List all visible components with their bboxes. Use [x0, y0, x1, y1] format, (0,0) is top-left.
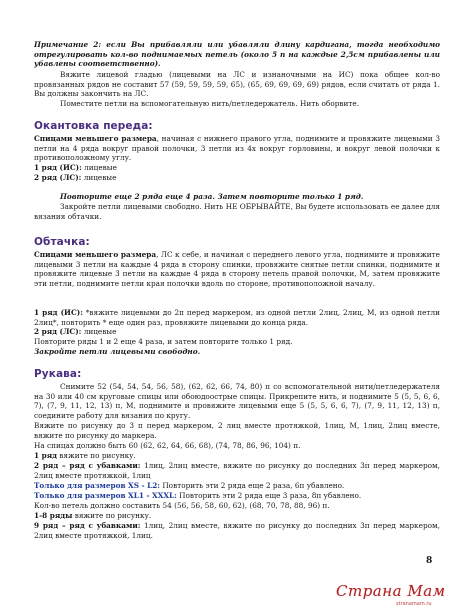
front-row-2: [34, 173, 440, 183]
needle-size-note: Спицами меньшего размера: [34, 250, 157, 259]
note-2-line2: Вяжите лицевой гладью (лицевыми на ЛС и изнаночными на ИС) пока общее кол-во провязанных рядов не составит 57 (59, 59, 59, 59, 65), (65, 69, 69, 69, 69) рядов, если считать от ряда 1. Вы должны закончить на ЛС.: [34, 70, 440, 99]
intro-text: , ЛС к себе, и начиная с переднего левого угла, поднимите и провяжите лицевыми 3 петли на каждые 4 ряда в сторону спинки, провяжите снятые петли спинки, поднимите и провяжите лицевые 3 петли на каждые 4 ряда в сторону петель правой полочки, М, затем провяжите эти петли, поднимите петли края полочки вдоль по стороне, противоположной началу.: [34, 250, 440, 288]
section-front-edging-intro: [34, 134, 440, 163]
page-number: 8: [426, 556, 433, 566]
row-label: 1-8 ряды: [34, 511, 73, 520]
size-text: Повторить эти 2 ряда еще 2 раза, 6п убавлено.: [160, 481, 345, 490]
size-text: Повторить эти 2 ряда еще 3 раза, 8п убавлено.: [176, 491, 362, 500]
sleeves-row-9: [34, 521, 440, 540]
facing-row-2: [34, 327, 440, 337]
row-text: вяжите по рисунку.: [72, 511, 152, 520]
front-repeat-note: Повторите еще 2 ряда еще 4 раза. Затем повторите только 1 ряд.: [60, 192, 364, 201]
row-text: лицевые: [81, 173, 117, 182]
section-facing-intro: [34, 250, 440, 288]
row-text: вяжите по рисунку.: [56, 451, 136, 460]
row-label: 2 ряд (ЛС):: [34, 327, 82, 336]
facing-close-note: Закройте петли лицевыми свободно.: [34, 347, 201, 356]
intro-text: , начиная с нижнего правого угла, поднимите и провяжите лицевыми 3 петли на 4 ряда вокруг правой полочки, 3 петли из 4х вокруг горловины, и вокруг левой полочки к противоположному углу.: [34, 134, 440, 163]
size-label: Только для размеров XL1 - XXXL:: [34, 491, 177, 500]
sleeves-row-1: [34, 451, 440, 461]
note-2-title: Примечание 2: [34, 40, 99, 49]
size-label: Только для размеров XS - L2:: [34, 481, 160, 490]
facing-repeat-note: Повторите ряды 1 и 2 еще 4 раза, и затем повторите только 1 ряд.: [34, 337, 293, 346]
row-text: лицевые: [81, 327, 117, 336]
row-text: *вяжите лицевыми до 2п перед маркером, из одной петли 2лиц, 2лиц, М, из одной петли 2лиц*, повторить * еще один раз, провяжите лицевыми до конца ряда.: [34, 308, 440, 327]
section-sleeves-heading: Рукава:: [34, 368, 82, 380]
sleeves-row-2: [34, 461, 440, 480]
row-text: 1лиц, 2лиц вместе, вяжите по рисунку до последних 3п перед маркером, 2лиц вместе протяжкой, 1лиц: [34, 461, 440, 480]
row-text: лицевые: [81, 163, 117, 172]
section-front-edging-heading: Окантовка переда:: [34, 120, 153, 132]
sleeves-para-2: Вяжите по рисунку до 3 п перед маркером, 2 лиц вместе протяжкой, 1лиц, М, 1лиц, 2лиц вместе, вяжите по рисунку до маркера.: [34, 421, 440, 440]
row-text: 1лиц, 2лиц вместе, вяжите по рисунку до последних 3п перед маркером, 2лиц вместе протяжкой, 1лиц.: [34, 521, 440, 540]
note-2-line3: Поместите петли на вспомогательную нить/петледержатель. Нить оборвите.: [60, 99, 360, 108]
sleeves-para-3: На спицах должно быть 60 (62, 62, 64, 66, 68), (74, 78, 86, 96, 104) п.: [34, 441, 301, 450]
row-label: 1 ряд (ИС):: [34, 163, 82, 172]
watermark-logo: Страна Мам: [336, 582, 446, 600]
sleeves-rows-1-8: [34, 511, 440, 521]
sleeves-xs-l2: [34, 481, 440, 491]
note-2-text: : если Вы прибавляли или убавляли длину кардигана, тогда необходимо отрегулировать кол-во поднимаемых петель (около 5 п на каждые 2,5см прибавлены или убавлены соответственно).: [34, 40, 440, 69]
section-facing-heading: Обтачка:: [34, 236, 90, 248]
watermark-url: stranamam.ru: [396, 601, 432, 607]
front-close-note: Закройте петли лицевыми свободно. Нить НЕ ОБРЫВАЙТЕ, Вы будете использовать ее далее для вязания обтачки.: [34, 202, 440, 221]
row-label: 9 ряд – ряд с убавками:: [34, 521, 141, 530]
row-label: 1 ряд: [34, 451, 57, 460]
sleeves-para-4: Кол-во петель должно составить 54 (56, 56, 58, 60, 62), (68, 70, 78, 88, 96) п.: [34, 501, 330, 510]
needle-size-note: Спицами меньшего размера: [34, 134, 157, 143]
sleeves-xl1-xxxl: [34, 491, 440, 501]
note-2: [34, 40, 440, 69]
row-label: 2 ряд (ЛС):: [34, 173, 82, 182]
front-row-1: [34, 163, 440, 173]
sleeves-para-1: Снимите 52 (54, 54, 54, 56, 58), (62, 62, 66, 74, 80) п со вспомогательной нити/петледержателя на 30 или 40 см круговые спицы или обоюдоострые спицы. Прикрепите нить, и поднимите 5 (5, 5, 6, 6, 7), (7, 9, 11, 12, 13) п, М, поднимите и провяжите лицевыми еще 5 (5, 5, 6, 6, 7), (7, 9, 11, 12, 13) п, соедините работу для вязания по кругу.: [34, 382, 440, 420]
row-label: 1 ряд (ИС):: [34, 308, 83, 317]
row-label: 2 ряд – ряд с убавками:: [34, 461, 141, 470]
facing-row-1: [34, 308, 440, 327]
